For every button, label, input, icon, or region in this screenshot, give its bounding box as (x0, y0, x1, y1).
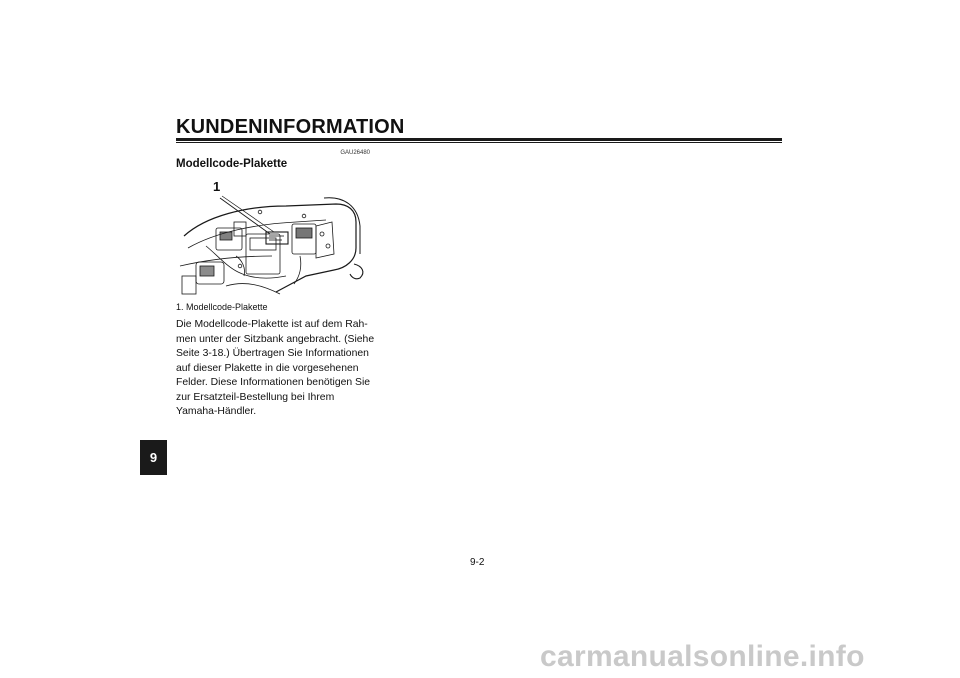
header-rule-thin (176, 142, 782, 143)
model-plate-illustration (176, 176, 366, 300)
body-line: auf dieser Plakette in die vorgesehenen (176, 362, 359, 374)
page-title: KUNDENINFORMATION (176, 116, 405, 138)
watermark: carmanualsonline.info (540, 640, 865, 673)
callout-number: 1 (213, 179, 221, 194)
section-heading: Modellcode-Plakette (176, 158, 288, 170)
header-rule-thick (176, 138, 782, 141)
body-line: Yamaha-Händler. (176, 406, 257, 417)
page-number: 9-2 (470, 557, 485, 568)
body-line: Felder. Diese Informationen benötigen Sie (176, 377, 371, 388)
figure-caption: 1. Modellcode-Plakette (176, 302, 268, 312)
body-paragraph (176, 318, 386, 420)
body-line: zur Ersatzteil-Bestellung bei Ihrem (176, 391, 335, 403)
body-line: Die Modellcode-Plakette ist auf dem Rah- (176, 319, 368, 330)
body-line: Seite 3-18.) Übertragen Sie Informationen (176, 348, 369, 359)
document-code: GAU26480 (340, 150, 370, 156)
body-line: men unter der Sitzbank angebracht. (Siehe (176, 333, 375, 345)
chapter-tab: 9 (140, 440, 167, 475)
